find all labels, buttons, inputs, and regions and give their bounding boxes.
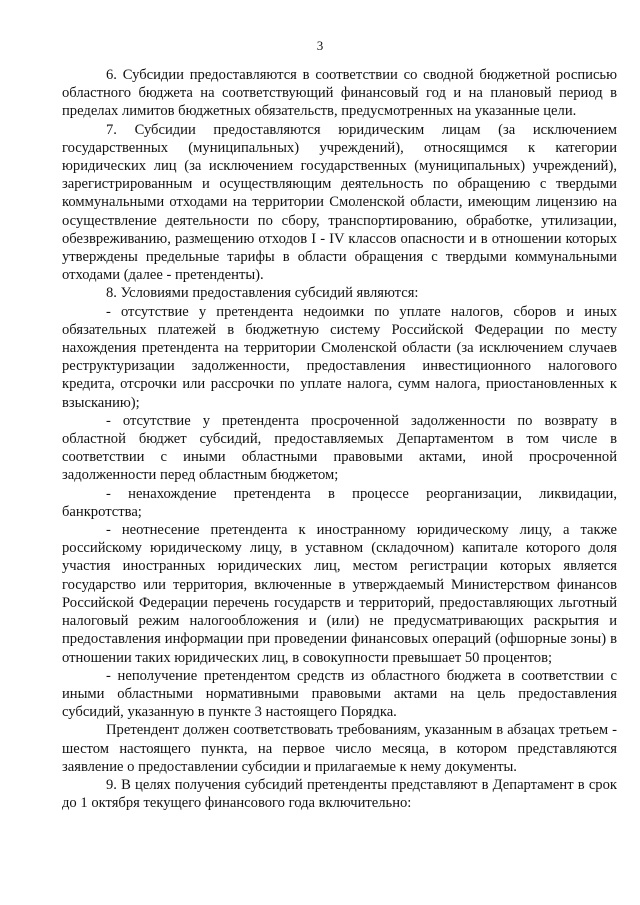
paragraph-8-conditions: 8. Условиями предоставления субсидий являются: bbox=[106, 285, 419, 302]
document-body bbox=[62, 66, 617, 812]
condition-no-overdue-debt: - отсутствие у претендента просроченной задолженности по возврату в областной бюджет субсидий, предоставляемых Департаментом в том числе в соответствии с иными областными правовыми актами, иной просроченной задолженности перед областным бюджетом; bbox=[62, 412, 617, 484]
condition-no-other-funds: - неполучение претендентом средств из областного бюджета в соответствии с иными областными нормативными правовыми актами на цель предоставления субсидий, указанную в пункте 3 настоящего Порядка. bbox=[62, 667, 617, 721]
condition-not-foreign-entity: - неотнесение претендента к иностранному юридическому лицу, а также российскому юридическому лицу, в уставном (складочном) капитале которого доля участия иностранных юридических лиц, местом регистрации которых является государство или территория, включенные в утверждаемый Министерством финансов Российской Федерации перечень государств и территорий, предоставляющих льготный налоговый режим налогообложения и (или) не предусматривающих раскрытия и предоставления информации при проведении финансовых операций (офшорные зоны) в отношении таких юридических лиц, в совокупности превышает 50 процентов; bbox=[62, 522, 617, 666]
page-number: 3 bbox=[316, 38, 324, 53]
paragraph-6-budget-list: 6. Субсидии предоставляются в соответствии со сводной бюджетной росписью областного бюджета на соответствующий финансовый год и на плановый период в пределах лимитов бюджетных обязательств, предусмотренных на указанные цели. bbox=[62, 67, 617, 120]
condition-no-tax-arrears: - отсутствие у претендента недоимки по уплате налогов, сборов и иных обязательных платежей в бюджетную систему Российской Федерации по месту нахождения претендента на территории Смоленской области (за исключением случаев реструктуризации задолженности, предоставления инвестиционного налогового кредита, отсрочки или рассрочки по уплате налога, сумм налога, приостановленных к взысканию); bbox=[62, 303, 617, 411]
paragraph-compliance-date: Претендент должен соответствовать требованиям, указанным в абзацах третьем - шестом настоящего пункта, на первое число месяца, в котором представляются заявление о предоставлении субсидии и прилагаемые к нему документы. bbox=[62, 722, 617, 775]
condition-no-reorganization: - ненахождение претендента в процессе реорганизации, ликвидации, банкротства; bbox=[62, 485, 617, 520]
paragraph-7-recipients: 7. Субсидии предоставляются юридическим лицам (за исключением государственных (муниципальных) учреждений), относящимся к категории юридических лиц (за исключением государственных (муниципальных) учреждений), зарегистрированным и осуществляющим деятельность по обращению с твердыми коммунальными отходами на территории Смоленской области, имеющим лицензию на осуществление деятельности по сбору, транспортированию, обработке, утилизации, обезвреживанию, размещению отходов I - IV классов опасности и в отношении которых утверждены предельные тарифы в области обращения с твердыми коммунальными отходами (далее - претенденты). bbox=[62, 121, 617, 284]
paragraph-9-documents: 9. В целях получения субсидий претенденты представляют в Департамент в срок до 1 октября текущего финансового года включительно: bbox=[62, 776, 617, 812]
